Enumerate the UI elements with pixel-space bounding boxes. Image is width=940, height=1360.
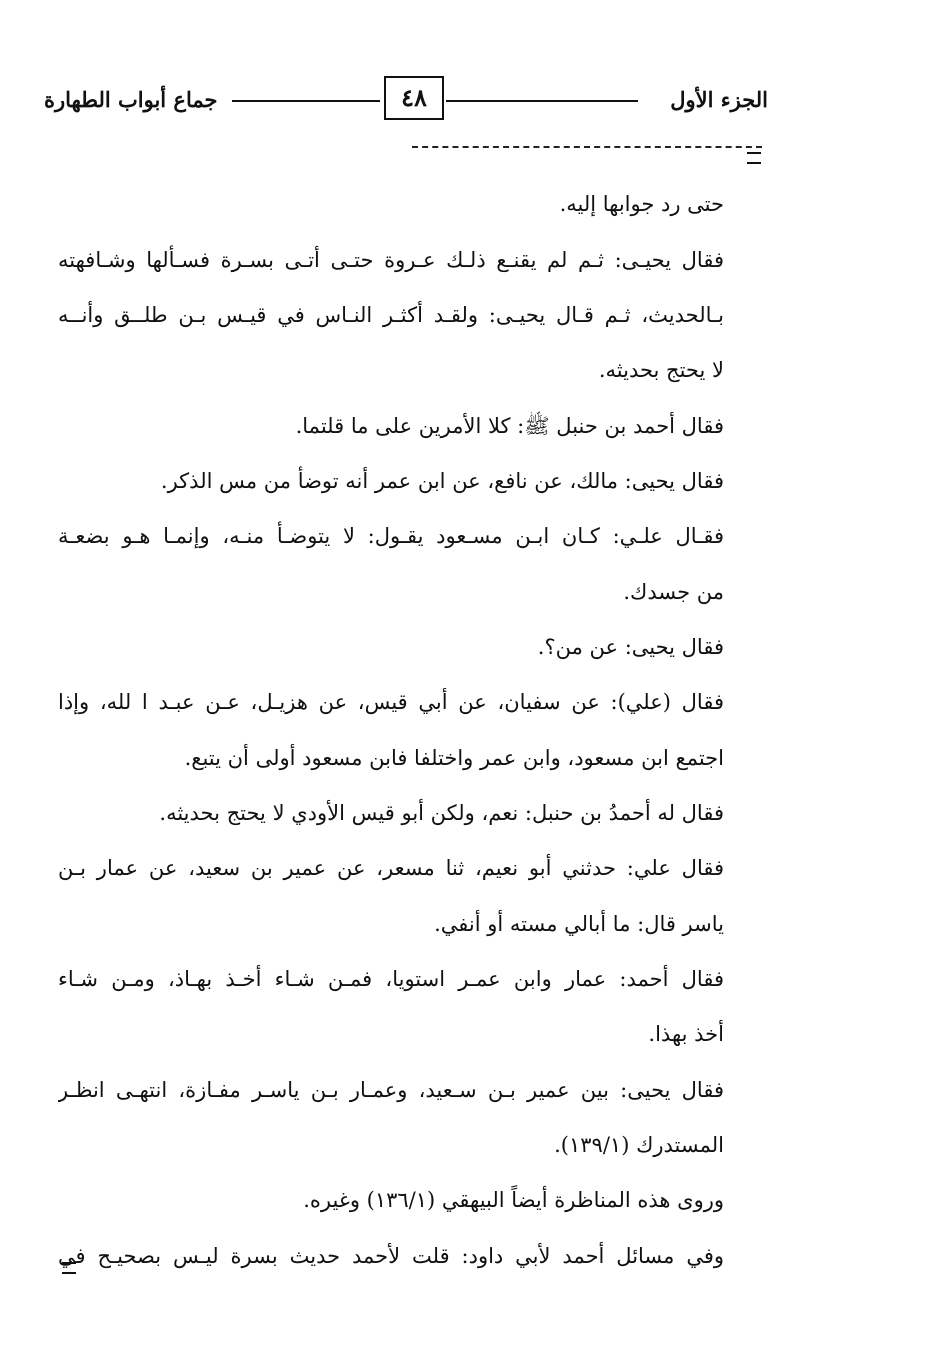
text-line: ياسر قال: ما أبالي مسته أو أنفي.	[434, 912, 724, 936]
text-line: وروى هذه المناظرة أيضاً البيهقي (١٣٦/١) وغيره.	[303, 1188, 724, 1212]
text-line: اجتمع ابن مسعود، وابن عمر واختلفا فابن مسعود أولى أن يتبع.	[184, 746, 724, 770]
header-rule-left	[232, 100, 380, 102]
header-part-title: الجزء الأول	[670, 87, 768, 112]
header-chapter-title: جماع أبواب الطهارة	[44, 87, 218, 112]
text-line: فقال (علي): عن سفيان، عن أبي قيس، عن هزيـل، عـن عبـد ا لله، وإذا	[58, 690, 724, 714]
text-line: حتى رد جوابها إليه.	[559, 192, 724, 216]
text-line: لا يحتج بحديثه.	[598, 358, 724, 382]
text-line: من جسدك.	[623, 580, 724, 604]
text-line: المستدرك (١٣٩/١).	[554, 1133, 724, 1157]
text-line: فقـال علـي: كـان ابـن مسـعود يقـول: لا يتوضـأ منـه، وإنمـا هـو بضعـة	[58, 524, 724, 548]
text-line: فقال يحيى: بين عمير بـن سـعيد، وعمـار بـن ياسـر مفـازة، انتهـى انظـر	[58, 1078, 724, 1102]
footnote-continuation-dashes	[412, 146, 762, 148]
text-line: فقال يحيى: مالك، عن نافع، عن ابن عمر أنه توضأ من مس الذكر.	[160, 469, 724, 493]
text-line: فقال يحيـى: ثـم لم يقنـع ذلـك عـروة حتـى أتـى بسـرة فسـألها وشـافهته	[58, 248, 724, 272]
continuation-mark-bottom	[62, 1262, 76, 1274]
header-rule-right	[446, 100, 638, 102]
text-line: فقال أحمد: عمار وابن عمـر استويا، فمـن شـاء أخـذ بهـاذ، ومـن شـاء	[58, 967, 724, 991]
continuation-mark-top	[747, 152, 761, 164]
text-line: بـالحديث، ثـم قـال يحيـى: ولقـد أكثـر النـاس في قيـس بـن طلــق وأنــه	[58, 303, 724, 327]
page-number-box: ٤٨	[384, 76, 444, 120]
text-line: فقال له أحمدُ بن حنبل: نعم، ولكن أبو قيس الأودي لا يحتج بحديثه.	[159, 801, 724, 825]
text-line: فقال يحيى: عن من؟.	[537, 635, 724, 659]
text-line: فقال علي: حدثني أبو نعيم، ثنا مسعر، عن عمير بن سعيد، عن عمار بـن	[58, 856, 724, 880]
text-line: أخذ بهذا.	[648, 1022, 724, 1046]
text-line: وفي مسائل أحمد لأبي داود: قلت لأحمد حديث بسرة ليـس بصحيـح في	[58, 1244, 724, 1268]
text-line: فقال أحمد بن حنبل ﷺ: كلا الأمرين على ما قلتما.	[295, 414, 724, 438]
